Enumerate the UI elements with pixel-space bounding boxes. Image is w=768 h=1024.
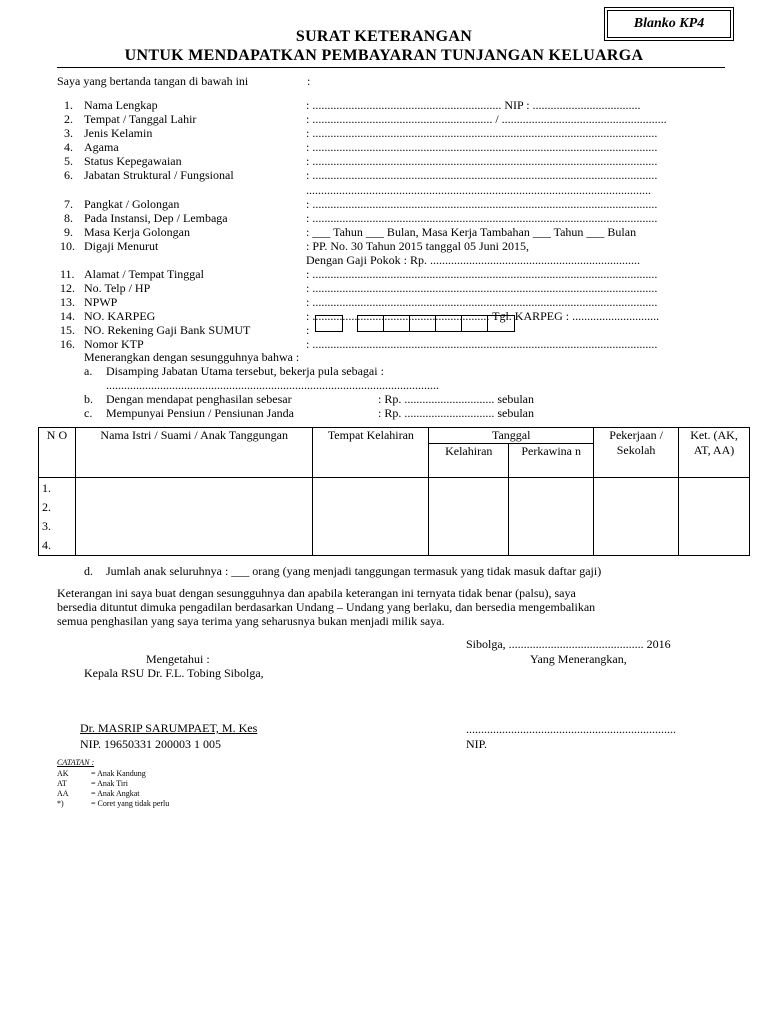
catatan-desc: = Coret yang tidak perlu <box>91 799 170 808</box>
header-tanggal: Tanggal <box>429 428 594 444</box>
cell-ket[interactable] <box>679 478 750 556</box>
cell-kelahiran[interactable] <box>429 478 509 556</box>
field-label: Jenis Kelamin <box>84 126 153 140</box>
intro-text: Saya yang bertanda tangan di bawah ini <box>57 74 249 88</box>
table-row: 4. <box>42 538 51 552</box>
field-number: 11. <box>60 267 75 281</box>
field-value[interactable]: : ................................................................................................................... <box>306 126 658 140</box>
catatan-title: CATATAN : <box>57 758 95 767</box>
item-a-dots: ............................................................................................................... <box>106 378 439 392</box>
table-row-numbers <box>39 478 76 556</box>
kepala-label: Kepala RSU Dr. F.L. Tobing Sibolga, <box>84 666 264 680</box>
field-number: 1. <box>64 98 73 112</box>
signer-nip: NIP. 19650331 200003 1 005 <box>80 737 222 751</box>
field-value[interactable]: : ................................................................................................................... <box>306 168 658 182</box>
field-label: Masa Kerja Golongan <box>84 225 190 239</box>
field-number: 13. <box>60 295 75 309</box>
item-b-label: b. <box>84 392 93 406</box>
header-perkawinan: Perkawina n <box>509 444 594 478</box>
field-number: 7. <box>64 197 73 211</box>
field-label: NO. KARPEG <box>84 309 156 323</box>
title-line-2: UNTUK MENDAPATKAN PEMBAYARAN TUNJANGAN KELUARGA <box>124 47 644 64</box>
field-number: 14. <box>60 309 75 323</box>
field-value[interactable]: ................................................................................................................... <box>306 183 651 197</box>
field-number: 12. <box>60 281 75 295</box>
field-number: 16. <box>60 337 75 351</box>
field-label: Jabatan Struktural / Fungsional <box>84 168 234 182</box>
field-value[interactable]: : ................................................................................................................... <box>306 281 658 295</box>
table-row: 2. <box>42 500 51 514</box>
field-value[interactable]: : ................................................................................................................... <box>306 267 658 281</box>
blanko-label: Blanko KP4 <box>607 10 731 38</box>
field-label: NO. Rekening Gaji Bank SUMUT <box>84 323 251 337</box>
sign-nip: NIP. <box>466 737 488 751</box>
cell-perkawinan[interactable] <box>509 478 594 556</box>
menerangkan-text: Menerangkan dengan sesungguhnya bahwa : <box>84 350 300 364</box>
place-date: Sibolga, ............................................. 2016 <box>466 637 671 651</box>
item-c-value: : Rp. .............................. sebulan <box>378 406 534 420</box>
table-row: 1. <box>42 481 51 495</box>
family-table <box>38 427 750 556</box>
field-value[interactable]: : ............................................................... NIP : .................................... <box>306 98 641 112</box>
field-label: NPWP <box>84 295 118 309</box>
intro-colon: : <box>307 74 311 88</box>
header-kelahiran: Kelahiran <box>429 444 509 478</box>
field-number: 5. <box>64 154 73 168</box>
header-ket: Ket. (AK, AT, AA) <box>679 428 750 478</box>
field-label: Agama <box>84 140 119 154</box>
item-d-text: Jumlah anak seluruhnya : ___ orang (yang menjadi tanggungan termasuk yang tidak masuk daftar gaji) <box>106 564 602 578</box>
item-a-label: a. <box>84 364 93 378</box>
field-label: Digaji Menurut <box>84 239 159 253</box>
catatan-code: AT <box>57 779 67 788</box>
field-number: 10. <box>60 239 75 253</box>
field-value[interactable]: : ................................................................................................................... <box>306 140 658 154</box>
field-value[interactable]: : ................................................................................................................... <box>306 211 658 225</box>
field-value[interactable]: : ............................................................ / ....................................................... <box>306 112 667 126</box>
statement-line-3: semua penghasilan yang saya terima yang seharusnya bukan menjadi milik saya. <box>57 614 445 628</box>
cell-tempat[interactable] <box>313 478 429 556</box>
item-d-label: d. <box>84 564 93 578</box>
sign-dots: ...................................................................... <box>466 722 676 736</box>
item-c-text: Mempunyai Pensiun / Pensiunan Janda <box>106 406 294 420</box>
title-underline <box>57 67 725 68</box>
mengetahui-label: Mengetahui : <box>146 652 210 666</box>
field-label: No. Telp / HP <box>84 281 151 295</box>
field-number: 2. <box>64 112 73 126</box>
field-label: Status Kepegawaian <box>84 154 182 168</box>
header-no: N O <box>39 428 76 478</box>
catatan-desc: = Anak Tiri <box>91 779 128 788</box>
item-c-label: c. <box>84 406 93 420</box>
item-b-text: Dengan mendapat penghasilan sebesar <box>106 392 292 406</box>
field-label: Nomor KTP <box>84 337 144 351</box>
item-a-text: Disamping Jabatan Utama tersebut, bekerja pula sebagai : <box>106 364 384 378</box>
field-value[interactable]: : ................................................................................................................... <box>306 337 658 351</box>
field-value[interactable]: : ................................................................................................................... <box>306 197 658 211</box>
field-number: 4. <box>64 140 73 154</box>
catatan-code: AK <box>57 769 69 778</box>
field-label: Pangkat / Golongan <box>84 197 180 211</box>
catatan-code: AA <box>57 789 69 798</box>
yang-menerangkan-label: Yang Menerangkan, <box>530 652 627 666</box>
field-value[interactable]: : ................................................................................................................... <box>306 295 658 309</box>
field-label: Nama Lengkap <box>84 98 158 112</box>
table-row: 3. <box>42 519 51 533</box>
statement-line-2: bersedia dituntut dimuka pengadilan berdasarkan Undang – Undang yang berlaku, dan bersedia mengembalikan <box>57 600 596 614</box>
catatan-desc: = Anak Angkat <box>91 789 140 798</box>
cell-pekerjaan[interactable] <box>594 478 679 556</box>
header-tempat: Tempat Kelahiran <box>313 428 429 478</box>
account-number-boxes[interactable] <box>357 315 515 332</box>
field-number: 8. <box>64 211 73 225</box>
catatan-desc: = Anak Kandung <box>91 769 146 778</box>
field-number: 9. <box>64 225 73 239</box>
title-line-1: SURAT KETERANGAN <box>295 28 473 45</box>
field-value[interactable]: : PP. No. 30 Tahun 2015 tanggal 05 Juni 2015, <box>306 239 529 253</box>
field-label: Pada Instansi, Dep / Lembaga <box>84 211 228 225</box>
statement-line-1: Keterangan ini saya buat dengan sesungguhnya dan apabila keterangan ini ternyata tidak benar (palsu), saya <box>57 586 576 600</box>
field-value[interactable]: : <box>306 323 310 337</box>
item-b-value: : Rp. .............................. sebulan <box>378 392 534 406</box>
header-pekerjaan: Pekerjaan / Sekolah <box>594 428 679 478</box>
field-label: Alamat / Tempat Tinggal <box>84 267 204 281</box>
field-number: 6. <box>64 168 73 182</box>
field-value[interactable]: : ........................................................... Tgl. KARPEG : ............................. <box>306 309 660 323</box>
field-number: 3. <box>64 126 73 140</box>
bank-code-box[interactable] <box>315 315 343 332</box>
field-value[interactable]: Dengan Gaji Pokok : Rp. ...................................................................... <box>306 253 640 267</box>
signer-name: Dr. MASRIP SARUMPAET, M. Kes <box>80 721 258 735</box>
catatan-code: *) <box>57 799 64 808</box>
cell-nama[interactable] <box>75 478 313 556</box>
field-number: 15. <box>60 323 75 337</box>
header-nama: Nama Istri / Suami / Anak Tanggungan <box>75 428 313 478</box>
field-value[interactable]: : ................................................................................................................... <box>306 154 658 168</box>
field-value[interactable]: : ___ Tahun ___ Bulan, Masa Kerja Tambahan ___ Tahun ___ Bulan <box>306 225 637 239</box>
field-label: Tempat / Tanggal Lahir <box>84 112 197 126</box>
